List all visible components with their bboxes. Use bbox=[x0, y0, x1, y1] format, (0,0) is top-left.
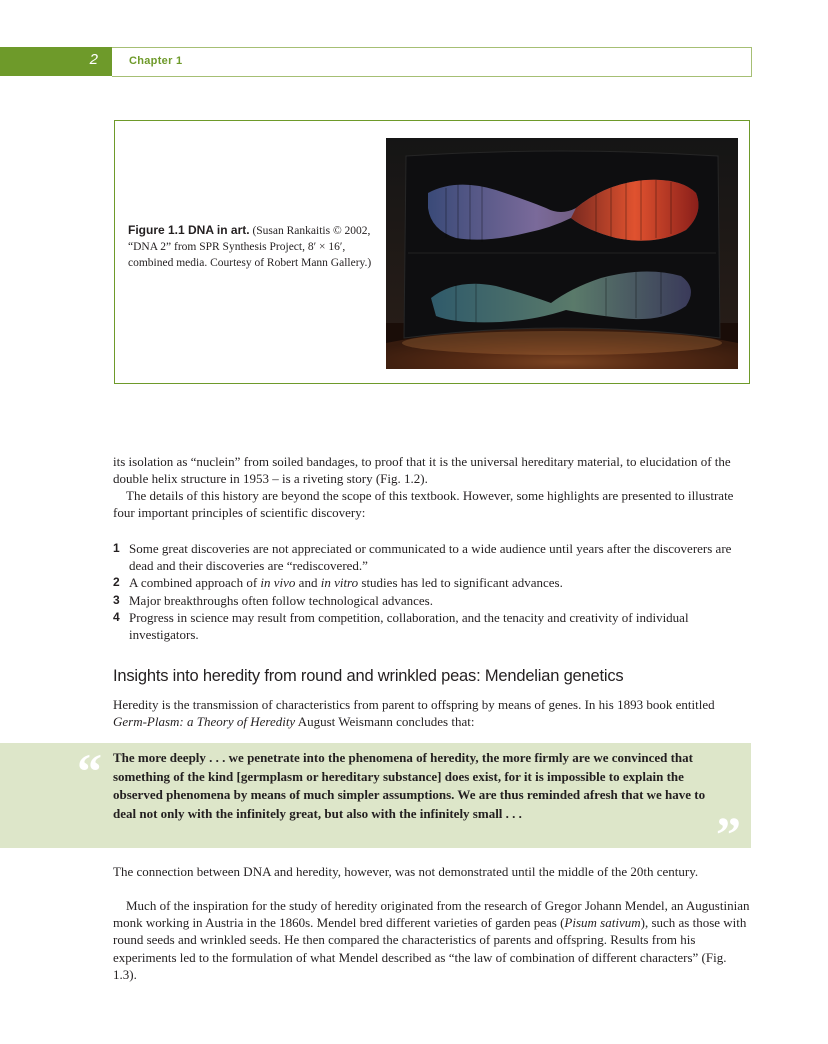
list-item-text: Some great discoveries are not appreciated or communicated to a wide audience until years after the discoverers are dead and their discoveries are “rediscovered.” bbox=[129, 541, 732, 574]
paragraph-text: August Weismann concludes that: bbox=[295, 714, 475, 730]
list-item-text: Major breakthroughs often follow technological advances. bbox=[129, 592, 433, 608]
list-item-text: studies has led to significant advances. bbox=[358, 575, 563, 591]
list-item bbox=[113, 609, 751, 643]
paragraph-text: ), such as those with round seeds and wrinkled seeds. He then compared the characteristics of parents and offspring. Results from his experiments led to the formulation of what Mendel described as “the law of combination of different characters” (Fig. 1.3). bbox=[113, 915, 747, 982]
weismann-quote bbox=[0, 743, 751, 862]
list-item-text: and bbox=[295, 575, 321, 591]
open-quote-mark-icon: “ bbox=[77, 743, 102, 799]
list-number: 3 bbox=[113, 592, 120, 607]
list-item bbox=[113, 540, 751, 574]
list-item bbox=[113, 574, 751, 591]
principles-list bbox=[113, 540, 751, 643]
list-item-emphasis: in vivo bbox=[260, 575, 296, 591]
dna-artwork-photo bbox=[386, 138, 738, 369]
figure-caption-text: (Susan Rankaitis © 2002, “DNA 2” from SPR Synthesis Project, 8′ × 16′, combined media. Courtesy of Robert Mann Gallery.) bbox=[128, 225, 372, 269]
paragraph-dna-history: its isolation as “nuclein” from soiled bandages, to proof that it is the universal hereditary material, to elucidation of the double helix structure in 1953 – is a riveting story (Fig. 1.2). bbox=[113, 454, 731, 487]
book-title: Germ-Plasm: a Theory of Heredity bbox=[113, 714, 296, 730]
paragraph-mendel bbox=[113, 897, 751, 983]
paragraph-text: Much of the inspiration for the study of heredity originated from the research of Gregor Johann Mendel, an Augustinian monk working in Austria in the 1860s. Mendel bred different varieties of garden peas ( bbox=[113, 898, 750, 931]
running-header bbox=[112, 47, 752, 77]
list-item bbox=[113, 592, 751, 609]
paragraph-principles-intro: The details of this history are beyond the scope of this textbook. However, some highlights are presented to illustrate four important principles of scientific discovery: bbox=[113, 488, 734, 521]
figure-label: Figure 1.1 DNA in art. bbox=[128, 223, 250, 237]
page-number: 2 bbox=[89, 51, 98, 68]
paragraph-dna-connection: The connection between DNA and heredity, however, was not demonstrated until the middle of the 20th century. bbox=[113, 864, 699, 879]
chapter-label: Chapter 1 bbox=[129, 55, 183, 67]
list-item-text: Progress in science may result from competition, collaboration, and the tenacity and creativity of individual investigators. bbox=[129, 609, 689, 643]
paragraph-heredity-intro bbox=[113, 696, 751, 730]
species-name: Pisum sativum bbox=[564, 915, 641, 931]
page-number-tab bbox=[0, 47, 112, 76]
paragraph-text: Heredity is the transmission of characteristics from parent to offspring by means of genes. In his 1893 book entitled bbox=[113, 697, 715, 712]
section-heading: Insights into heredity from round and wrinkled peas: Mendelian genetics bbox=[113, 667, 624, 685]
close-quote-mark-icon: ” bbox=[716, 806, 741, 862]
quote-text: The more deeply . . . we penetrate into the phenomena of heredity, the more firmly are we convinced that something of the kind [germplasm or hereditary substance] does exist, for it is impossible to explain the observed phenomena by means of much simpler assumptions. We are thus reminded afresh that we have to deal not only with the infinitely great, but also with the infinitely small . . . bbox=[113, 750, 706, 822]
figure-1-1 bbox=[114, 120, 750, 384]
list-number: 4 bbox=[113, 609, 120, 624]
list-number: 1 bbox=[113, 541, 120, 555]
list-item-emphasis: in vitro bbox=[320, 575, 359, 591]
list-item-text: A combined approach of bbox=[129, 575, 261, 591]
figure-caption bbox=[128, 222, 372, 271]
list-number: 2 bbox=[113, 575, 120, 590]
